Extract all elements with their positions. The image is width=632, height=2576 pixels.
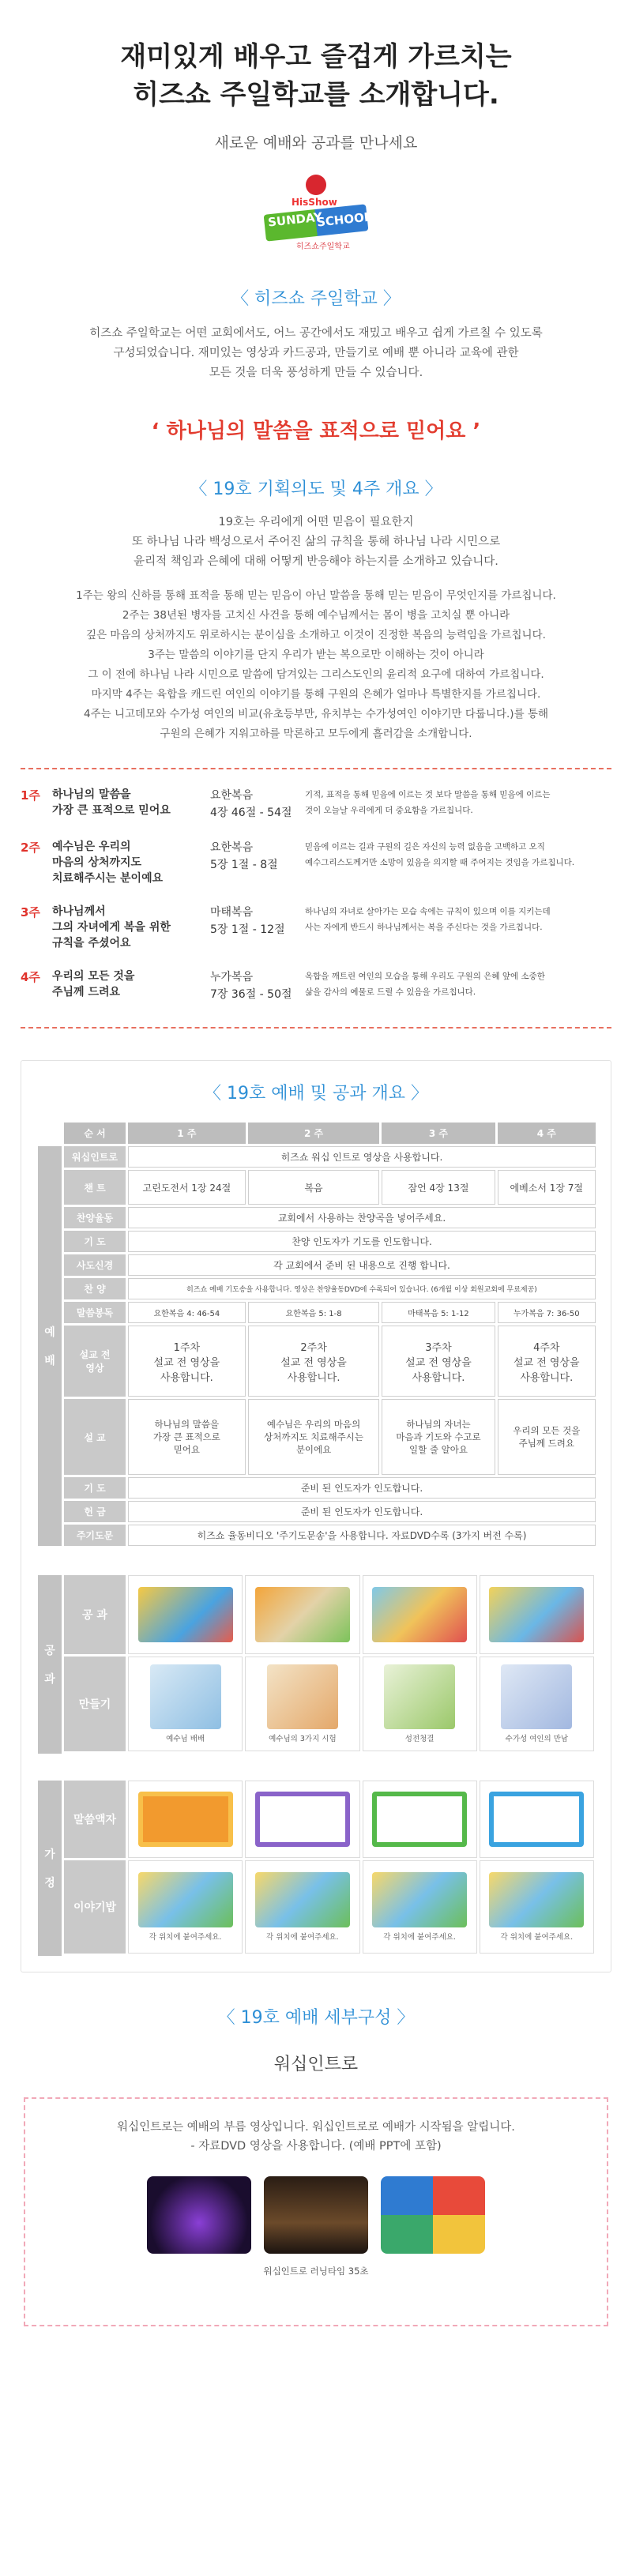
hero-subtitle: 새로운 예배와 공과를 만나세요: [214, 134, 418, 152]
verse-card-image: [138, 1792, 233, 1847]
table-row: [38, 1146, 596, 1168]
table-cell: 잠언 4장 13절: [382, 1170, 495, 1205]
table-header: 순 서: [64, 1123, 126, 1144]
table-cell: 에베소서 1장 7절: [498, 1170, 596, 1205]
worship-side-label: 예 배: [38, 1146, 62, 1546]
week-row: [21, 787, 611, 822]
table-cell: 누가복음 7: 36-50: [498, 1302, 596, 1323]
week-verse: 요한복음 4장 46절 - 54절: [210, 789, 292, 819]
row-label: 기 도: [64, 1231, 126, 1252]
lesson-card-image: [372, 1587, 467, 1642]
table-cell: 하나님의 말씀을 가장 큰 표적으로 믿어요: [128, 1399, 246, 1475]
intro-screenshot: [147, 2176, 251, 2254]
table-row: [38, 1399, 596, 1475]
row-label: 설교 전 영상: [64, 1326, 126, 1397]
row-text: 교회에서 사용하는 찬양곡을 넣어주세요.: [128, 1207, 596, 1228]
lesson-block: [38, 1575, 594, 1754]
hero-title-line1: 재미있게 배우고 즐겁게 가르치는: [120, 41, 512, 73]
plan-line: 4주는 니고데모와 수가성 여인의 비교(유초등부만, 유치부는 수가성여인 이야기만 다룹니다.)를 통해: [84, 708, 548, 720]
craft-image: [384, 1664, 455, 1729]
row-label: 주기도문: [64, 1525, 126, 1546]
verse-card-row: [64, 1781, 594, 1858]
week-verse: 누가복음 7장 36절 - 50절: [210, 971, 292, 1001]
logo-top-text: HisShow: [292, 197, 337, 208]
lesson-card-cell: [480, 1575, 594, 1654]
row-text: 각 교회에서 준비 된 내용으로 진행 합니다.: [128, 1254, 596, 1276]
craft-cell: [245, 1657, 359, 1751]
intro-title: 〈 히즈쇼 주일학교 〉: [231, 289, 401, 309]
plan-line: 마지막 4주는 육합을 캐드린 여인의 이야기를 통해 구원의 은혜가 얼마나 특별한지를 가르칩니다.: [91, 688, 541, 701]
row-text: 찬양 인도자가 기도를 인도합니다.: [128, 1231, 596, 1252]
week-verse: 마태복음 5장 1절 - 12절: [210, 906, 285, 936]
table-cell: 복음: [248, 1170, 380, 1205]
sunday-school-logo: [265, 175, 373, 261]
row-label: 말씀액자: [64, 1781, 126, 1858]
week-verse: 요한복음 5장 1절 - 8절: [210, 841, 278, 871]
intro-text: [0, 324, 632, 383]
lesson-card-row: [64, 1575, 594, 1654]
verse-card-image: [255, 1792, 350, 1847]
row-label: 설 교: [64, 1399, 126, 1475]
verse-card-cell: [245, 1781, 359, 1858]
home-rows: [64, 1781, 594, 1956]
week-description: 믿음에 이르는 길과 구원의 길은 자신의 능력 없음을 고백하고 오직 예수그리스도께거만 소망이 있음을 의지할 때 주어지는 것임을 가르칩니다.: [305, 842, 575, 867]
table-row: [38, 1302, 596, 1323]
intro-screenshot: [264, 2176, 368, 2254]
detail-subtitle: 워십인트로: [273, 2055, 359, 2074]
plan-intro: [0, 513, 632, 572]
table-header-row: [38, 1123, 596, 1144]
worship-table: [36, 1120, 598, 1548]
verse-card-cell: [480, 1781, 594, 1858]
craft-image: [150, 1664, 221, 1729]
week-title: 우리의 모든 것을 주님께 드려요: [52, 970, 135, 998]
verse-card-image: [489, 1792, 584, 1847]
week-number: 2주: [21, 840, 40, 855]
story-image: [255, 1872, 350, 1927]
table-header: 3 주: [382, 1123, 495, 1144]
table-cell: 우리의 모든 것을 주님께 드려요: [498, 1399, 596, 1475]
craft-caption: 성전청결: [404, 1735, 434, 1743]
craft-caption: 수가성 여인의 만남: [505, 1735, 569, 1743]
lesson-rows: [64, 1575, 594, 1754]
week-description: 하나님의 자녀로 살아가는 모습 속에는 규칙이 있으며 이를 지키는데 사는 자에게 반드시 하나님께서는 복을 주신다는 것을 가르칩니다.: [305, 907, 551, 932]
row-text: 히즈쇼 예배 기도송을 사용합니다. 영상은 찬양율동DVD에 수록되어 있습니다. (6개월 이상 회원교회에 무료제공): [128, 1278, 596, 1299]
intro-line: 히즈쇼 주일학교는 어떤 교회에서도, 어느 공간에서도 재밌고 배우고 쉽게 가르칠 수 있도록: [89, 327, 543, 340]
lesson-card-cell: [363, 1575, 477, 1654]
craft-cell: [363, 1657, 477, 1751]
table-row: [38, 1278, 596, 1299]
row-label: 만들기: [64, 1657, 126, 1751]
week-title: 하나님의 말씀을 가장 큰 표적으로 믿어요: [52, 788, 171, 817]
story-caption: 각 위치에 붙여주세요.: [266, 1933, 339, 1942]
story-image: [489, 1872, 584, 1927]
theme-quote: ‘ 하나님의 말씀을 표적으로 믿어요 ’: [151, 419, 481, 443]
row-text: 히즈쇼 율동비디오 '주기도문송'을 사용합니다. 자료DVD수록 (3가지 버전 수록): [128, 1525, 596, 1546]
week-description: 옥합을 깨트린 여인의 모습을 통해 우리도 구원의 은혜 앞에 소중한 삶을 감사의 예물로 드릴 수 있음을 가르칩니다.: [305, 972, 545, 997]
story-caption: 각 위치에 붙여주세요.: [383, 1933, 456, 1942]
table-row: [38, 1525, 596, 1546]
intro-note: - 자료DVD 영상을 사용합니다. (예배 PPT에 포함): [190, 2140, 442, 2153]
story-cell: [480, 1860, 594, 1954]
story-cell: [363, 1860, 477, 1954]
craft-cell: [480, 1657, 594, 1751]
plan-line: 2주는 38년된 병자를 고치신 사건을 통해 예수님께서는 몸이 병을 고치실 뿐 아니라: [122, 609, 510, 622]
lesson-card-image: [138, 1587, 233, 1642]
craft-image: [267, 1664, 338, 1729]
row-label: 워십인트로: [64, 1146, 126, 1168]
logo-bottom-text: 히즈쇼주일학교: [296, 243, 350, 251]
craft-caption: 예수님 배배: [166, 1735, 205, 1743]
row-label: 사도신경: [64, 1254, 126, 1276]
week-row: [21, 968, 611, 1003]
plan-line: 깊은 마음의 상처까지도 위로하시는 분이심을 소개하고 이것이 진정한 복음의 능력임을 가르칩니다.: [86, 629, 546, 641]
intro-line: 모든 것을 더욱 풍성하게 만들 수 있습니다.: [209, 367, 423, 379]
week-row: [21, 839, 611, 886]
row-label: 찬 양: [64, 1278, 126, 1299]
plan-line: 3주는 말씀의 이야기를 단지 우리가 받는 복으로만 이해하는 것이 아니라: [148, 649, 484, 661]
intro-caption: 워십인트로 러닝타임 35초: [263, 2266, 369, 2277]
intro-description: 워십인트로는 예배의 부름 영상입니다. 워십인트로로 예배가 시작됨을 알립니다.: [117, 2121, 515, 2134]
table-cell: 고린도전서 1장 24절: [128, 1170, 246, 1205]
plan-line: 구원의 은혜가 지워고하를 막론하고 모두에게 흘러감을 소개합니다.: [160, 728, 472, 740]
table-row: [38, 1326, 596, 1397]
table-cell: 마태복음 5: 1-12: [382, 1302, 495, 1323]
intro-screenshot: [381, 2176, 485, 2254]
lesson-side-label: 공 과: [38, 1575, 62, 1754]
craft-caption: 예수님의 3가지 시험: [269, 1735, 337, 1743]
craft-row: [64, 1657, 594, 1751]
table-row: [38, 1501, 596, 1522]
row-label: 기 도: [64, 1477, 126, 1499]
logo-word1: SUNDAY: [267, 209, 323, 230]
verse-card-cell: [128, 1781, 243, 1858]
detail-title: 〈 19호 예배 세부구성 〉: [217, 2008, 415, 2028]
verse-card-image: [372, 1792, 467, 1847]
section-divider: [21, 768, 611, 769]
section-divider: [21, 1027, 611, 1029]
week-title: 예수님은 우리의 마음의 상처까지도 치료해주시는 분이예요: [52, 840, 164, 885]
craft-cell: [128, 1657, 243, 1751]
table-row: [38, 1254, 596, 1276]
detail-section: [0, 2004, 632, 2075]
plan-line: 그 이 전에 하나님 나라 시민으로 말씀에 담겨있는 그리스도인의 윤리적 요구에 대하여 가르칩니다.: [88, 668, 544, 681]
plan-line: 또 하나님 나라 백성으로서 주어진 삶의 규칙을 통해 하나님 나라 시민으로: [131, 536, 501, 548]
hero-title: [0, 0, 632, 114]
row-label: 공 과: [64, 1575, 126, 1654]
story-image: [372, 1872, 467, 1927]
microphone-icon: [306, 175, 326, 195]
logo-word2: SCHOOL: [316, 209, 373, 230]
story-caption: 각 위치에 붙여주세요.: [500, 1933, 574, 1942]
story-cell: [128, 1860, 243, 1954]
table-row: [38, 1170, 596, 1205]
row-label: 이야기밥: [64, 1860, 126, 1954]
plan-line: 19호는 우리에게 어떤 믿음이 필요한지: [218, 516, 414, 528]
story-image: [138, 1872, 233, 1927]
week-description: 기적, 표적을 통해 믿음에 이르는 것 보다 말씀을 통해 믿음에 이르는 것이 오늘날 우리에게 더 중요함을 가르칩니다.: [305, 790, 551, 815]
plan-detail: [0, 586, 632, 744]
intro-screenshots: [41, 2176, 591, 2254]
week-number: 3주: [21, 905, 40, 919]
table-corner: [38, 1123, 62, 1144]
table-header: 2 주: [248, 1123, 380, 1144]
table-cell: 요한복음 5: 1-8: [248, 1302, 380, 1323]
lesson-card-cell: [245, 1575, 359, 1654]
plan-title: 〈 19호 기획의도 및 4주 개요 〉: [190, 479, 442, 499]
table-cell: 1주차 설교 전 영상을 사용합니다.: [128, 1326, 246, 1397]
overview-title: 〈 19호 예배 및 공과 개요 〉: [204, 1084, 428, 1104]
intro-line: 구성되었습니다. 재미있는 영상과 카드공과, 만들기로 예배 뿐 아니라 교육에 관한: [113, 347, 519, 359]
craft-image: [501, 1664, 572, 1729]
verse-card-cell: [363, 1781, 477, 1858]
week-title: 하나님께서 그의 자녀에게 복을 위한 규칙을 주셨어요: [52, 905, 171, 950]
table-cell: 3주차 설교 전 영상을 사용합니다.: [382, 1326, 495, 1397]
table-cell: 하나님의 자녀는 마음과 기도와 수고로 일할 줄 알아요: [382, 1399, 495, 1475]
table-header: 1 주: [128, 1123, 246, 1144]
table-row: [38, 1207, 596, 1228]
table-cell: 예수님은 우리의 마음의 상처까지도 치료해주시는 분이에요: [248, 1399, 380, 1475]
week-number: 4주: [21, 970, 40, 984]
table-row: [38, 1231, 596, 1252]
intro-section: [0, 285, 632, 444]
lesson-card-image: [489, 1587, 584, 1642]
hero-title-line2: 히즈쇼 주일학교를 소개합니다.: [133, 79, 499, 111]
story-caption: 각 위치에 붙여주세요.: [149, 1933, 222, 1942]
worship-intro-box: [24, 2097, 608, 2326]
plan-section: [0, 476, 632, 744]
table-cell: 요한복음 4: 46-54: [128, 1302, 246, 1323]
home-block: [38, 1781, 594, 1956]
table-row: [38, 1477, 596, 1499]
story-row: [64, 1860, 594, 1954]
row-label: 찬양율동: [64, 1207, 126, 1228]
plan-line: 1주는 왕의 신하를 통해 표적을 통해 믿는 믿음이 아닌 말씀을 통해 믿는 믿음이 무엇인지를 가르칩니다.: [76, 589, 556, 602]
week-number: 1주: [21, 788, 40, 803]
lesson-card-cell: [128, 1575, 243, 1654]
row-text: 히즈쇼 워십 인트로 영상을 사용합니다.: [128, 1146, 596, 1168]
hero: [0, 0, 632, 152]
row-text: 준비 된 인도자가 인도합니다.: [128, 1477, 596, 1499]
row-label: 헌 금: [64, 1501, 126, 1522]
overview-box: [21, 1060, 611, 1972]
plan-line: 윤리적 책임과 은혜에 대해 어떻게 반응해야 하는지를 소개하고 있습니다.: [134, 555, 498, 568]
row-label: 말씀봉독: [64, 1302, 126, 1323]
week-row: [21, 904, 611, 951]
story-cell: [245, 1860, 359, 1954]
table-cell: 4주차 설교 전 영상을 사용합니다.: [498, 1326, 596, 1397]
lesson-card-image: [255, 1587, 350, 1642]
table-header: 4 주: [498, 1123, 596, 1144]
row-text: 준비 된 인도자가 인도합니다.: [128, 1501, 596, 1522]
table-cell: 2주차 설교 전 영상을 사용합니다.: [248, 1326, 380, 1397]
home-side-label: 가 정: [38, 1781, 62, 1956]
row-label: 챈 트: [64, 1170, 126, 1205]
weeks-list: [0, 787, 632, 1003]
